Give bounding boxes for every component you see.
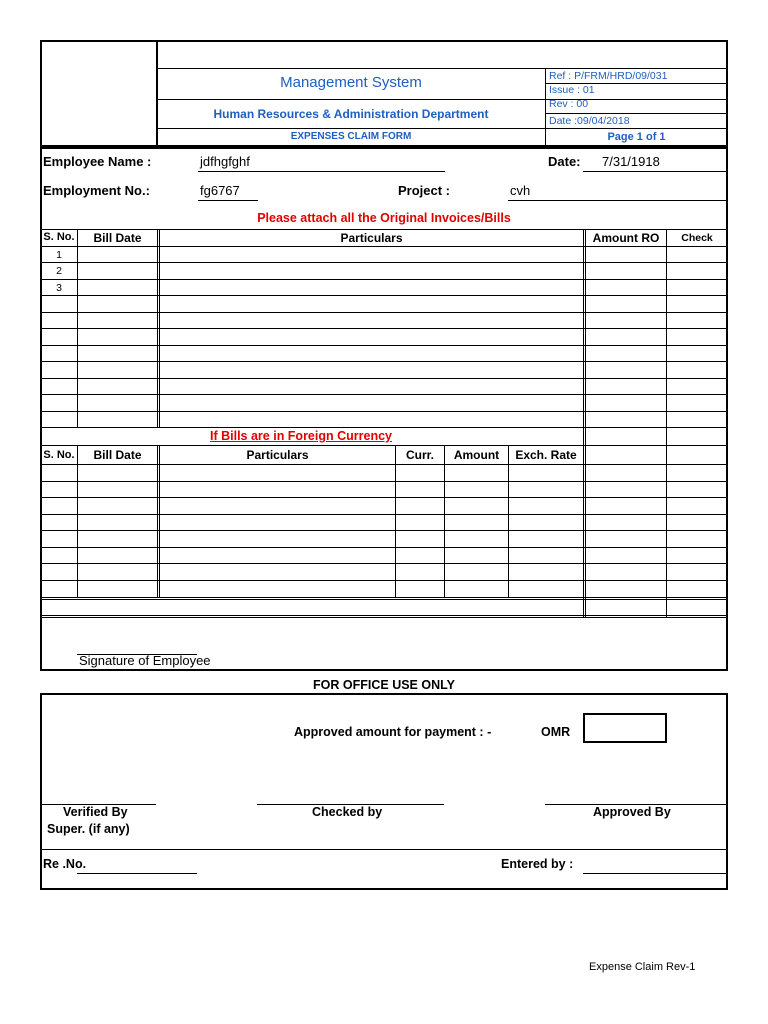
table-row: 3 [56,282,62,294]
t2-header-amount: Amount [453,448,500,462]
table-row: 2 [56,265,62,277]
employment-no-underline [198,200,258,201]
t2-header-exch-rate: Exch. Rate [515,448,577,462]
re-no-label: Re .No. [43,857,87,871]
date-value[interactable]: 7/31/1918 [602,154,660,169]
entered-by-label: Entered by : [501,857,574,871]
department-title: Human Resources & Administration Department [213,107,489,121]
header-date: Date :09/04/2018 [549,115,630,127]
t2-header-bill-date: Bill Date [93,448,142,462]
date-underline [583,171,727,172]
approved-amount-label: Approved amount for payment : - [294,725,492,739]
employment-no-value[interactable]: fg6767 [200,183,240,198]
approved-amount-input[interactable] [583,713,667,743]
issue-number: Issue : 01 [549,84,595,96]
omr-label: OMR [541,725,571,739]
project-label: Project : [398,183,451,198]
signature-employee-label: Signature of Employee [79,653,211,668]
t2-header-currency: Curr. [405,448,434,462]
date-label: Date: [548,154,581,169]
rev-number: Rev : 00 [549,98,589,110]
approved-by-label: Approved By [593,805,671,819]
main-form-block [40,147,728,671]
entered-by-underline [583,873,727,874]
office-use-title: FOR OFFICE USE ONLY [313,678,455,692]
employee-name-value[interactable]: jdfhgfghf [200,154,250,169]
t1-header-particulars: Particulars [340,231,403,245]
employment-no-label: Employment No.: [43,183,150,198]
project-underline [508,200,727,201]
employee-name-label: Employee Name : [43,154,152,169]
t1-header-check: Check [681,232,713,244]
checked-by-label: Checked by [312,805,383,819]
t2-header-particulars: Particulars [246,448,309,462]
foreign-currency-notice: If Bills are in Foreign Currency [210,429,392,443]
t1-header-bill-date: Bill Date [93,231,142,245]
project-value[interactable]: cvh [510,183,531,198]
t1-header-sno: S. No. [43,231,75,243]
footer-revision: Expense Claim Rev-1 [589,961,696,973]
re-no-underline [77,873,197,874]
super-label: Super. (if any) [47,822,130,836]
page-number: Page 1 of 1 [607,131,666,143]
t2-header-sno: S. No. [43,449,75,461]
form-title: EXPENSES CLAIM FORM [290,131,412,142]
invoice-notice: Please attach all the Original Invoices/Bills [257,211,511,225]
table-row: 1 [56,249,62,261]
employee-name-underline [198,171,445,172]
t1-header-amount: Amount RO [592,231,660,245]
system-title: Management System [280,74,422,91]
verified-by-label: Verified By [63,805,128,819]
ref-number: Ref : P/FRM/HRD/09/031 [549,70,668,82]
